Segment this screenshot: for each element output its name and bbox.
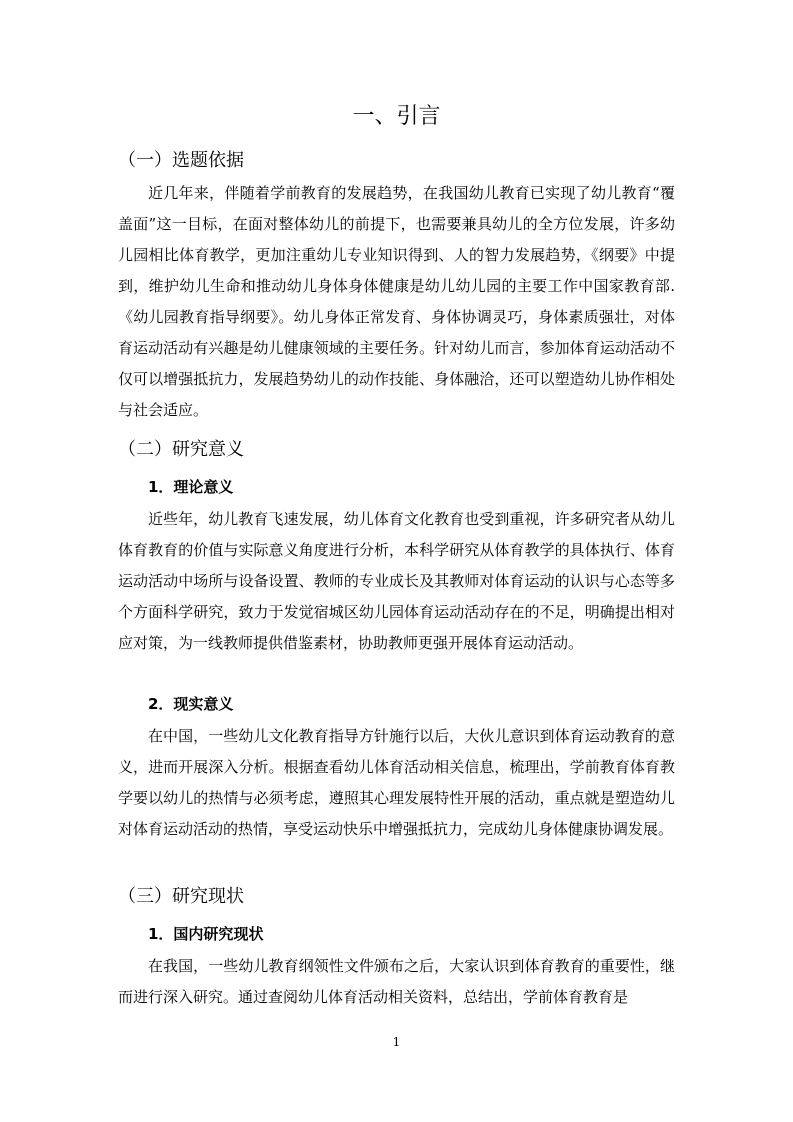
paragraph-practical-significance: 在中国，一些幼儿文化教育指导方针施行以后，大伙儿意识到体育运动教育的意义，进而开展深入分析。根据查看幼儿体育活动相关信息，梳理出，学前教育体育教学要以幼儿的热情与必须考虑，遵照其心理发展特性开展的活动，重点就是塑造幼儿对体育运动活动的热情，享受运动快乐中增强抵抗力，完成幼儿身体健康协调发展。: [118, 727, 675, 838]
paragraph-topic-basis: 近几年来，伴随着学前教育的发展趋势，在我国幼儿教育已实现了幼儿教育“覆盖面”这一目标，在面对整体幼儿的前提下，也需要兼具幼儿的全方位发展，许多幼儿园相比体育教学，更加注重幼儿专业知识得到、人的智力发展趋势，《纲要》中提到，维护幼儿生命和推动幼儿身体身体健康是幼儿幼儿园的主要工作中国家教育部.《幼儿园教育指导纲要》。幼儿身体正常发育、身体协调灵巧，身体素质强壮，对体育运动活动有兴趣是幼儿健康领域的主要任务。针对幼儿而言，参加体育运动活动不仅可以增强抵抗力，发展趋势幼儿的动作技能、身体融洽，还可以塑造幼儿协作相处与社会适应。: [118, 184, 675, 419]
paragraph-theoretical-significance: 近些年，幼儿教育飞速发展，幼儿体育文化教育也受到重视，许多研究者从幼儿体育教育的价值与实际意义角度进行分析，本科学研究从体育教学的具体执行、体育运动活动中场所与设备设置、教师的专业成长及其教师对体育运动的认识与心态等多个方面科学研究，致力于发觉宿城区幼儿园体育运动活动存在的不足，明确提出相对应对策，为一线教师提供借鉴素材，协助教师更强开展体育运动活动。: [118, 510, 675, 652]
section-heading-topic-basis: （一）选题依据: [118, 150, 244, 171]
page-number: 1: [392, 1035, 401, 1049]
document-title: 一、引言: [352, 104, 441, 129]
section-heading-research-significance: （二）研究意义: [118, 439, 244, 460]
subsection-heading-domestic-status: 1．国内研究现状: [148, 925, 264, 943]
subsection-heading-theoretical-significance: 1．理论意义: [148, 478, 234, 496]
paragraph-domestic-status: 在我国，一些幼儿教育纲领性文件颁布之后，大家认识到体育教育的重要性，继而进行深入研究。通过查阅幼儿体育活动相关资料，总结出，学前体育教育是: [118, 957, 675, 1006]
subsection-heading-practical-significance: 2．现实意义: [148, 695, 234, 713]
section-heading-research-status: （三）研究现状: [118, 886, 244, 907]
